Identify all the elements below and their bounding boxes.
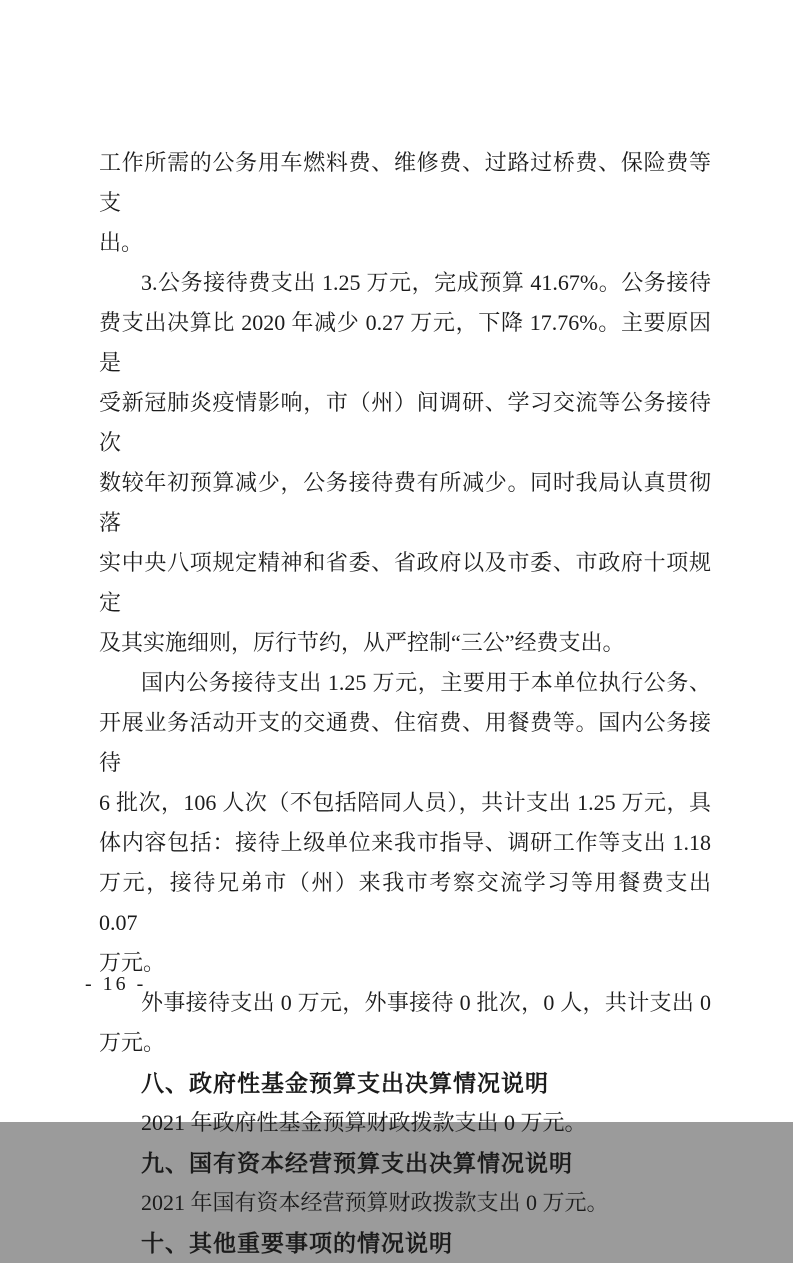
document-body <box>99 143 711 1263</box>
text-line: 3.公务接待费支出 1.25 万元，完成预算 41.67%。公务接待 <box>141 270 711 295</box>
text-line: 及其实施细则，厉行节约，从严控制“三公”经费支出。 <box>99 630 625 655</box>
text-line: 6 批次，106 人次（不包括陪同人员），共计支出 1.25 万元，具 <box>99 790 711 815</box>
text-line: 2021 年政府性基金预算财政拨款支出 0 万元。 <box>141 1110 587 1135</box>
text-line: 万元。 <box>99 950 166 975</box>
text-line: 开展业务活动开支的交通费、住宿费、用餐费等。国内公务接待 <box>99 710 711 775</box>
text-line: 实中央八项规定精神和省委、省政府以及市委、市政府十项规定 <box>99 550 711 615</box>
text-line: 出。 <box>99 230 144 255</box>
section-heading: 九、国有资本经营预算支出决算情况说明 <box>141 1150 573 1176</box>
text-line: 工作所需的公务用车燃料费、维修费、过路过桥费、保险费等支 <box>99 150 711 215</box>
text-line: 体内容包括：接待上级单位来我市指导、调研工作等支出 1.18 <box>99 830 711 855</box>
text-line: 外事接待支出 0 万元，外事接待 0 批次，0 人，共计支出 0 <box>141 990 711 1015</box>
section-heading: 八、政府性基金预算支出决算情况说明 <box>141 1070 549 1096</box>
text-line: 费支出决算比 2020 年减少 0.27 万元，下降 17.76%。主要原因是 <box>99 310 711 375</box>
page-number: - 16 - <box>85 973 147 995</box>
text-line: 万元，接待兄弟市（州）来我市考察交流学习等用餐费支出 0.07 <box>99 870 711 935</box>
text-line: 国内公务接待支出 1.25 万元，主要用于本单位执行公务、 <box>141 670 711 695</box>
section-heading: 十、其他重要事项的情况说明 <box>141 1230 453 1256</box>
text-line: 数较年初预算减少，公务接待费有所减少。同时我局认真贯彻落 <box>99 470 711 535</box>
text-line: 万元。 <box>99 1030 166 1055</box>
text-line: 受新冠肺炎疫情影响，市（州）间调研、学习交流等公务接待次 <box>99 390 711 455</box>
text-line: 2021 年国有资本经营预算财政拨款支出 0 万元。 <box>141 1190 609 1215</box>
